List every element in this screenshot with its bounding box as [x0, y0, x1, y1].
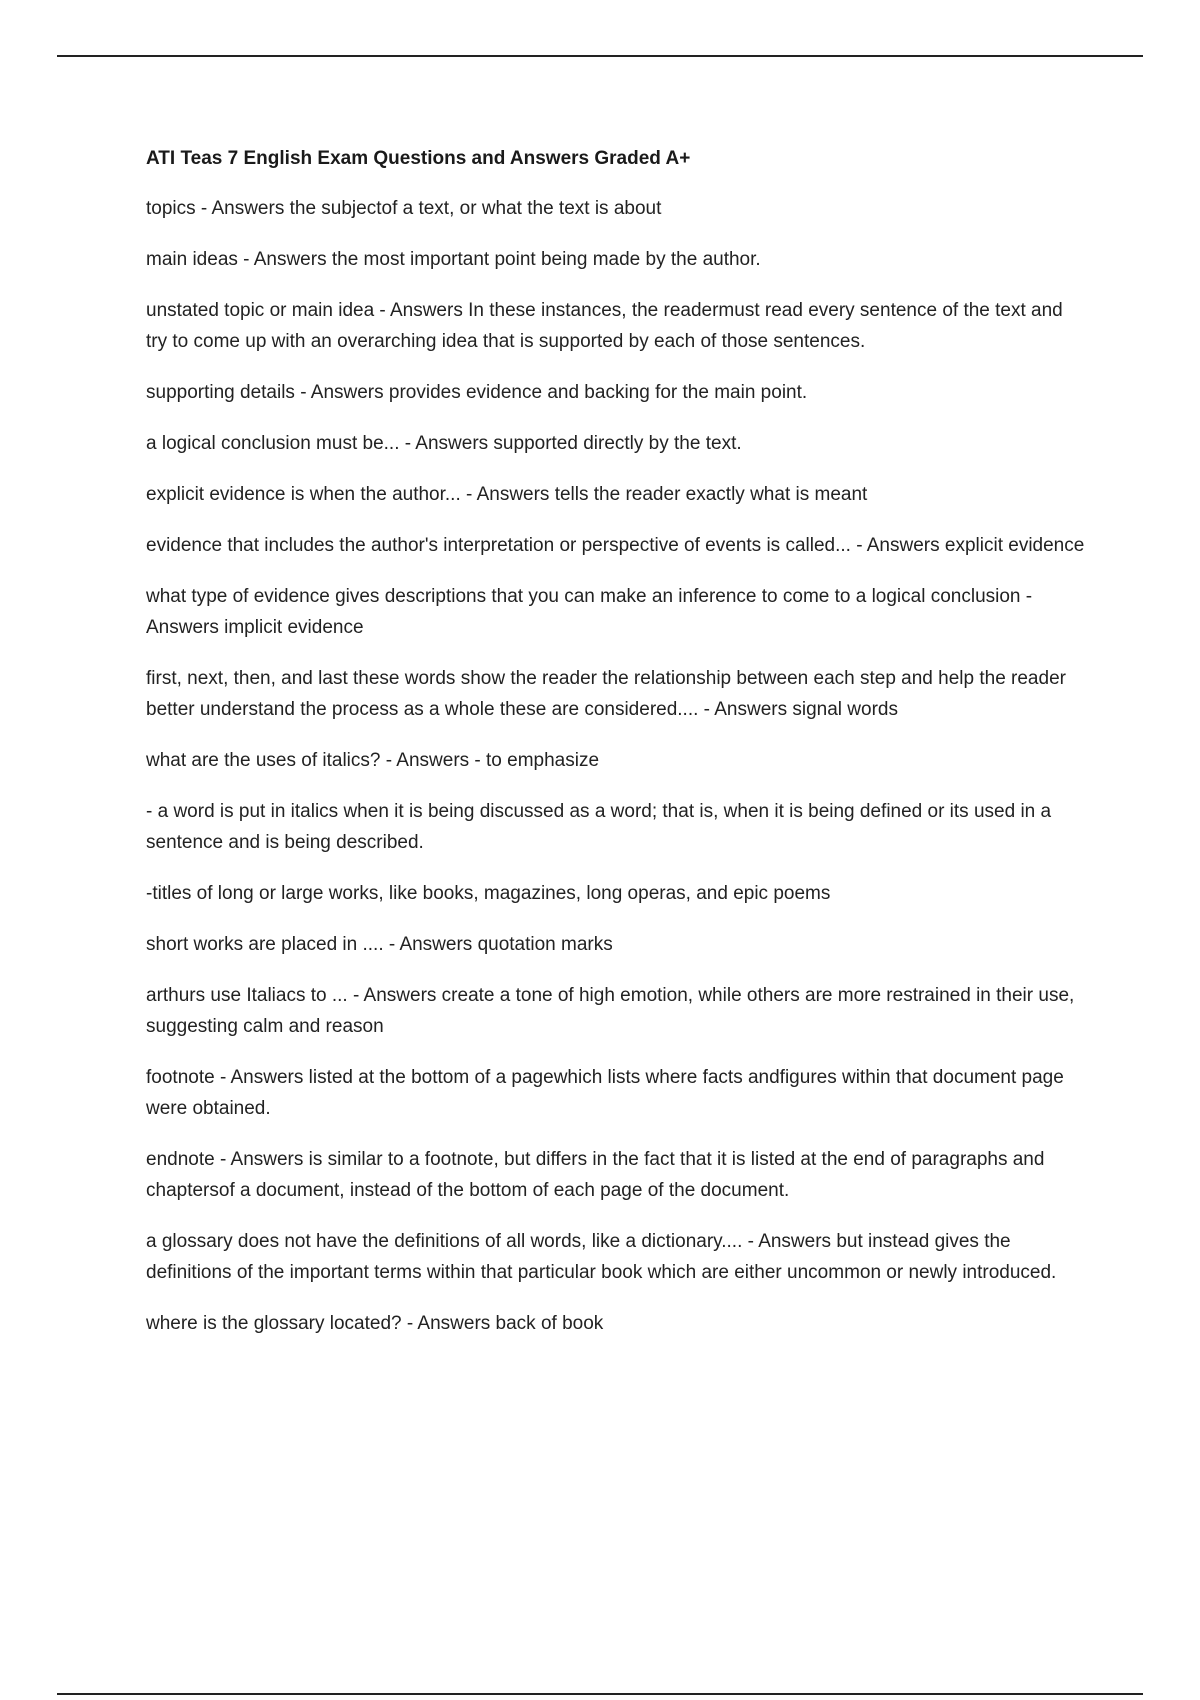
- qa-entry: short works are placed in .... - Answers quotation marks: [146, 934, 613, 955]
- qa-entry: footnote - Answers listed at the bottom of a pagewhich lists where facts andfigures within that document page were obtained.: [146, 1067, 1064, 1119]
- qa-entry: evidence that includes the author's interpretation or perspective of events is called... - Answers explicit evidence: [146, 535, 1085, 556]
- qa-entry: what type of evidence gives descriptions that you can make an inference to come to a logical conclusion - Answers implicit evidence: [146, 586, 1033, 638]
- entry-list: [146, 193, 1086, 1339]
- qa-entry: topics - Answers the subjectof a text, or what the text is about: [146, 198, 662, 219]
- document-body: [146, 145, 1086, 1359]
- qa-entry: - a word is put in italics when it is being discussed as a word; that is, when it is being defined or its used in a sentence and is being described.: [146, 801, 1052, 853]
- top-divider: [57, 55, 1143, 57]
- qa-entry: where is the glossary located? - Answers back of book: [146, 1313, 604, 1334]
- qa-entry: a glossary does not have the definitions of all words, like a dictionary.... - Answers but instead gives the definitions of the important terms within that particular book which are either uncommon or newly introduced.: [146, 1231, 1057, 1283]
- qa-entry: a logical conclusion must be... - Answers supported directly by the text.: [146, 433, 742, 454]
- bottom-divider: [57, 1693, 1143, 1695]
- qa-entry: unstated topic or main idea - Answers In these instances, the readermust read every sentence of the text and try to come up with an overarching idea that is supported by each of those sentences.: [146, 300, 1063, 352]
- qa-entry: arthurs use Italiacs to ... - Answers create a tone of high emotion, while others are more restrained in their use, suggesting calm and reason: [146, 985, 1075, 1037]
- qa-entry: -titles of long or large works, like books, magazines, long operas, and epic poems: [146, 883, 831, 904]
- qa-entry: supporting details - Answers provides evidence and backing for the main point.: [146, 382, 808, 403]
- qa-entry: explicit evidence is when the author... - Answers tells the reader exactly what is meant: [146, 484, 868, 505]
- qa-entry: main ideas - Answers the most important point being made by the author.: [146, 249, 761, 270]
- qa-entry: what are the uses of italics? - Answers - to emphasize: [146, 750, 600, 771]
- qa-entry: endnote - Answers is similar to a footnote, but differs in the fact that it is listed at the end of paragraphs and chaptersof a document, instead of the bottom of each page of the document.: [146, 1149, 1045, 1201]
- document-title: ATI Teas 7 English Exam Questions and Answers Graded A+: [146, 148, 691, 169]
- qa-entry: first, next, then, and last these words show the reader the relationship between each step and help the reader better understand the process as a whole these are considered.... - Answers signal words: [146, 668, 1066, 720]
